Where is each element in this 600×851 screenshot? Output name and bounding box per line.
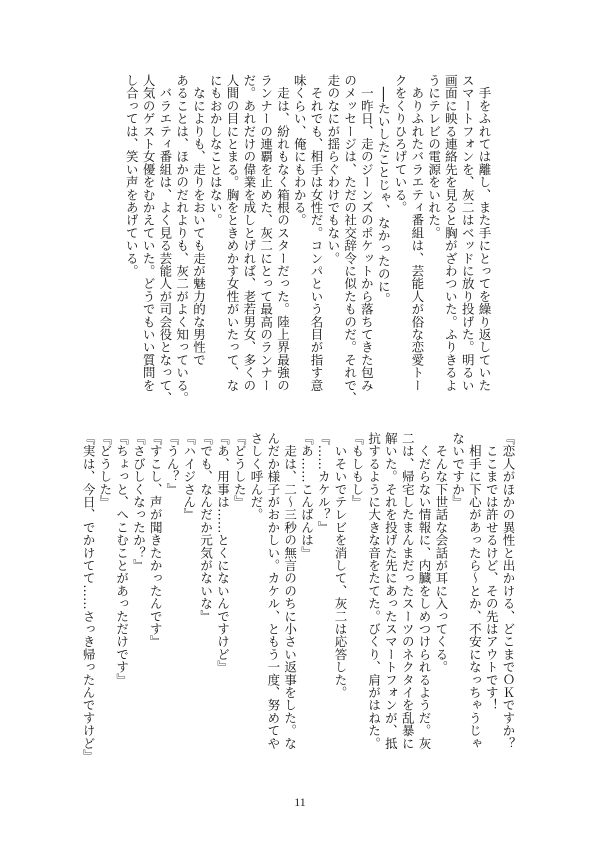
page-number: 11: [294, 795, 306, 809]
text-line: スマートフォンを、灰二はベッドに放り投げた。明るい: [460, 74, 476, 392]
text-line: バラエティ番組は、よく見る芸能人が司会役となって、: [157, 74, 173, 405]
text-line: ありふれたバラエティ番組は、芸能人が俗な恋愛トー: [409, 74, 425, 392]
text-line: 『さびしくなったか？』: [131, 432, 147, 572]
text-line: 『でも、なんだか元気がないな』: [198, 432, 214, 623]
text-line: 『あ……こんばんは』: [299, 432, 315, 559]
text-line: クをくりひろげている。: [393, 74, 409, 214]
text-line: し合っては、笑い声をあげている。: [124, 74, 140, 278]
text-line: 『どうした』: [97, 432, 113, 509]
text-line: 『うん？』: [165, 432, 181, 496]
text-line: 抗するように大きな音をたてた。びくり、肩がはねた。: [366, 432, 382, 750]
text-line: 『実は、今日、でかけてて……さっき帰ったんですけど』: [81, 432, 97, 763]
text-line: 『ハイジさん』: [181, 432, 197, 521]
text-line: あることは、ほかのだれよりも、灰二がよく知っている。: [174, 74, 190, 405]
text-line: 一昨日、走のジーンズのポケットから落ちてきた包み: [359, 74, 375, 392]
text-line: 走は、紛れもなく箱根のスターだった。陸上界最強の: [275, 74, 291, 392]
text-line: くだらない情報に、内臓をしめつけられるようだ。灰: [417, 432, 433, 750]
text-line: なによりも、走りをおいても走が魅力的な男性で: [191, 74, 207, 367]
text-line: 画面に映る連絡先を見ると胸がざわついた。ふりきるよ: [443, 74, 459, 392]
text-line: 味くらい、俺にもわかる。: [292, 74, 308, 227]
text-line: それでも、相手は女性だ。コンパという名目が指す意: [309, 74, 325, 392]
text-line: だ。あれだけの偉業を成しとげれば、老若男女、多くの: [241, 74, 257, 392]
text-line: 走は、二〜三秒の無言ののちに小さい返事をした。な: [282, 432, 298, 750]
text-line: 『どうした』: [232, 432, 248, 509]
text-line: ないですか』: [450, 432, 466, 509]
text-line: ここまでは許せるけど、その先はアウトです！: [484, 432, 500, 712]
text-line: ──たいしたことじゃ、なかったのに。: [376, 74, 392, 306]
text-line: そんな下世話な会話が耳に入ってくる。: [433, 432, 449, 674]
text-line: 『恋人がほかの異性と出かける、どこまでＯＫですか？: [501, 432, 516, 750]
text-line: 手をふれては離し、また手にとってを繰り返していた: [477, 74, 492, 392]
text-line: のメッセージは、ただの社交辞令に似たものだ。それで、: [342, 74, 358, 405]
text-line: いそいでテレビを消して、灰二は応答した。: [333, 432, 349, 699]
text-line: うにテレビの電源をいれた。: [426, 74, 442, 240]
text-line: 二は、帰宅したまんまだったスーツのネクタイを乱暴に: [400, 432, 416, 750]
text-line: んだか様子がおかしい。カケル、ともう一度、努めてや: [265, 432, 281, 750]
text-line: 『ちょっと、へこむことがあっただけです』: [114, 432, 130, 686]
text-line: 『……カケル？』: [316, 432, 332, 534]
text-line: 人間の目にとまる。胸をときめかす女性がいたって、な: [225, 74, 241, 392]
text-line: ランナーの連覇を止めた、灰二にとって最高のランナー: [258, 74, 274, 392]
text-line: 人気のゲスト女優をむかえていた。どうでもいい質問を: [141, 74, 157, 392]
lower-text-column: [81, 432, 516, 763]
text-line: 解いた。それを投げた先にあったスマートフォンが、抵: [383, 432, 399, 750]
text-line: 『もしもし』: [349, 432, 365, 509]
text-line: さしく呼んだ。: [249, 432, 265, 521]
text-line: 相手に下心があったら〜とか、不安になっちゃうじゃ: [467, 432, 483, 750]
text-line: 走のなにが揺らぐわけでもない。: [325, 74, 341, 265]
text-line: 『すこし、声が聞きたかったんです』: [148, 432, 164, 648]
text-line: にもおかしなことはない。: [208, 74, 224, 227]
text-line: 『あ、用事は……とくにないんですけど』: [215, 432, 231, 674]
upper-text-column: [80, 74, 492, 405]
